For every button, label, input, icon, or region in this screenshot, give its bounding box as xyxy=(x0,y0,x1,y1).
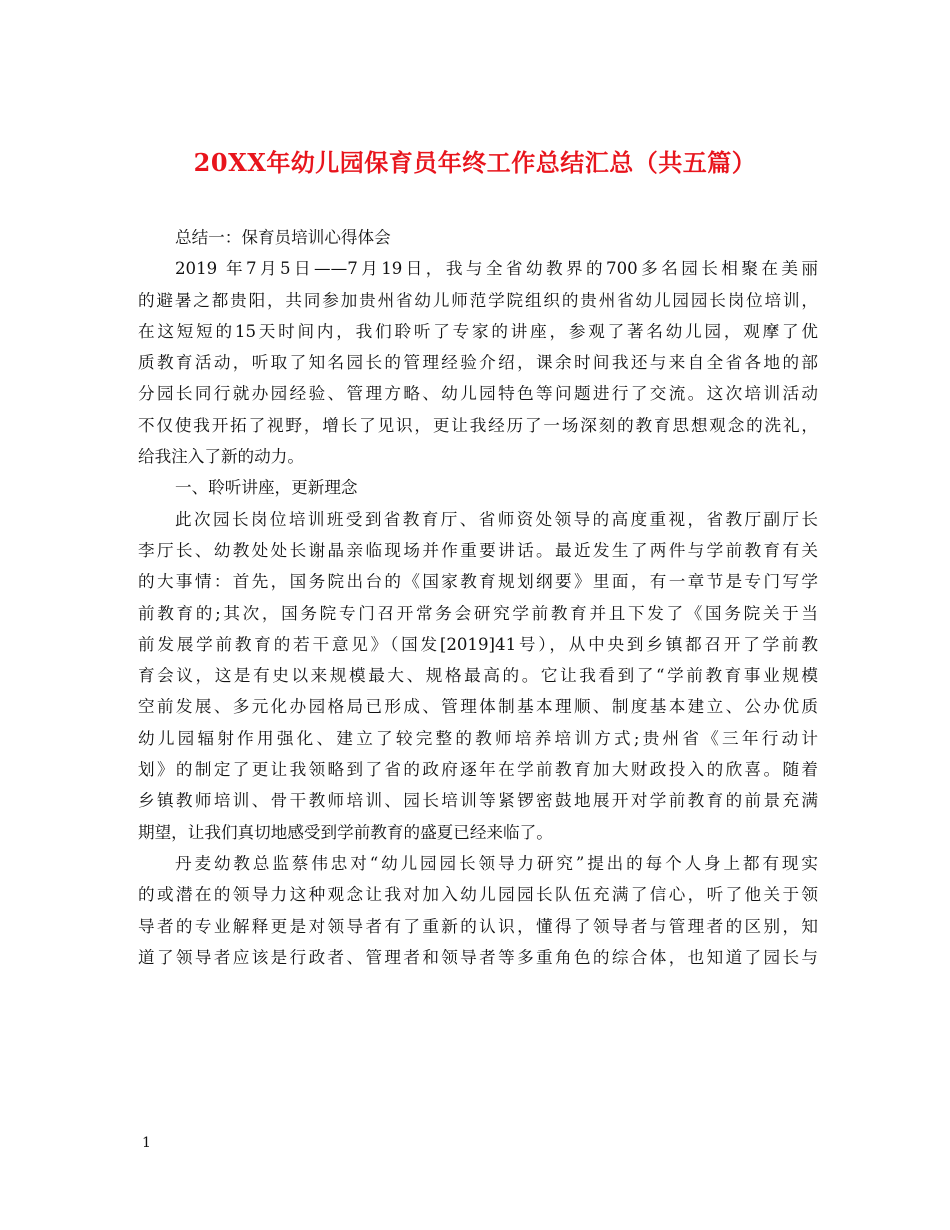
paragraph-line: 育会议，这是有史以来规模最大、规格最高的。它让我看到了“学前教育事业规模 xyxy=(138,666,818,686)
paragraph-line: 划》的制定了更让我领略到了省的政府逐年在学前教育加大财政投入的欣喜。随着 xyxy=(138,760,818,780)
paragraph-line: 分园长同行就办园经验、管理方略、幼儿园特色等问题进行了交流。这次培训活动 xyxy=(138,384,818,404)
section-heading-lectures: 一、聆听讲座，更新理念 xyxy=(175,478,358,498)
paragraph-line: 前发展学前教育的若干意见》（国发[2019]41号），从中央到乡镇都召开了学前教 xyxy=(138,634,818,654)
paragraph-line: 给我注入了新的动力。 xyxy=(138,447,304,467)
document-title: 20XX年幼儿园保育员年终工作总结汇总（共五篇） xyxy=(193,148,757,177)
paragraph-line: 导者的专业解释更是对领导者有了重新的认识，懂得了领导者与管理者的区别，知 xyxy=(138,916,818,936)
paragraph-line: 不仅使我开拓了视野，增长了见识，更让我经历了一场深刻的教育思想观念的洗礼， xyxy=(138,415,818,435)
paragraph-line: 的大事情：首先，国务院出台的《国家教育规划纲要》里面，有一章节是专门写学 xyxy=(138,572,818,592)
paragraph-line: 2019 年7月5日——7月19日，我与全省幼教界的700多名园长相聚在美丽 xyxy=(175,259,818,279)
paragraph-line: 此次园长岗位培训班受到省教育厅、省师资处领导的高度重视，省教厅副厅长 xyxy=(175,509,818,529)
section-heading-summary-one: 总结一：保育员培训心得体会 xyxy=(175,228,391,247)
paragraph-line: 道了领导者应该是行政者、管理者和领导者等多重角色的综合体，也知道了园长与 xyxy=(138,947,818,967)
paragraph-line: 期望，让我们真切地感受到学前教育的盛夏已经来临了。 xyxy=(138,822,553,842)
paragraph-line: 空前发展、多元化办园格局已形成、管理体制基本理顺、制度基本建立、公办优质 xyxy=(138,697,818,717)
page-number: 1 xyxy=(142,1135,151,1151)
paragraph-line: 前教育的;其次，国务院专门召开常务会研究学前教育并且下发了《国务院关于当 xyxy=(138,603,818,623)
paragraph-line: 的或潜在的领导力这种观念让我对加入幼儿园园长队伍充满了信心，听了他关于领 xyxy=(138,885,818,905)
paragraph-line: 在这短短的15天时间内，我们聆听了专家的讲座，参观了著名幼儿园，观摩了优 xyxy=(138,321,818,341)
paragraph-line: 幼儿园辐射作用强化、建立了较完整的教师培养培训方式;贵州省《三年行动计 xyxy=(138,728,818,748)
document-body xyxy=(138,222,818,973)
paragraph-line: 的避暑之都贵阳，共同参加贵州省幼儿师范学院组织的贵州省幼儿园园长岗位培训， xyxy=(138,290,818,310)
paragraph-line: 乡镇教师培训、骨干教师培训、园长培训等紧锣密鼓地展开对学前教育的前景充满 xyxy=(138,791,818,811)
paragraph-line: 质教育活动，听取了知名园长的管理经验介绍，课余时间我还与来自全省各地的部 xyxy=(138,353,818,373)
paragraph-line: 丹麦幼教总监蔡伟忠对“幼儿园园长领导力研究”提出的每个人身上都有现实 xyxy=(175,853,818,873)
paragraph-line: 李厅长、幼教处处长谢晶亲临现场并作重要讲话。最近发生了两件与学前教育有关 xyxy=(138,540,818,560)
